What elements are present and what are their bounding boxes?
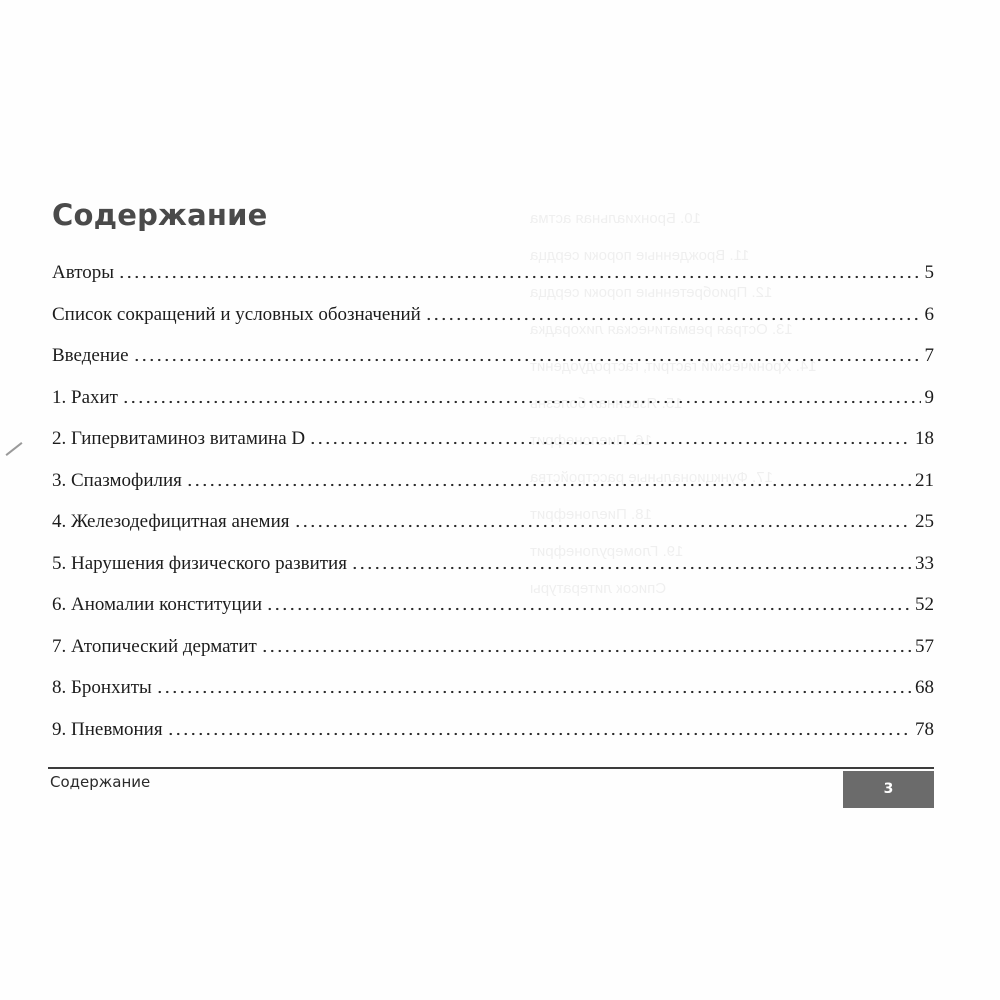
toc-dot-leader	[266, 604, 911, 615]
toc-entry-label: Введение	[52, 345, 129, 366]
toc-entry-label: 7. Атопический дерматит	[52, 635, 257, 657]
toc-dot-leader	[309, 438, 911, 449]
toc-entry-label: Авторы	[52, 262, 115, 283]
toc-entry-page: 9	[924, 386, 934, 408]
toc-entry-page: 7	[924, 345, 934, 366]
toc-entry-page: 25	[915, 511, 934, 532]
toc-dot-leader	[118, 272, 920, 283]
toc-entry[interactable]	[52, 667, 934, 709]
footer-divider	[48, 767, 934, 769]
toc-entry-label: 5. Нарушения физического развития	[52, 552, 347, 574]
toc-entry-page: 57	[915, 635, 934, 657]
toc-dot-leader	[186, 479, 911, 490]
toc-entry-label: Список сокращений и условных обозначений	[52, 303, 421, 325]
toc-entry[interactable]	[52, 501, 934, 543]
toc-entry-label: 9. Пневмония	[52, 718, 163, 740]
toc-dot-leader	[261, 645, 911, 656]
toc-entry[interactable]	[52, 377, 934, 419]
toc-entry[interactable]	[52, 584, 934, 626]
toc-entry-page: 5	[924, 262, 934, 283]
margin-mark	[6, 442, 23, 456]
toc-entry-page: 78	[915, 718, 934, 740]
toc-dot-leader	[351, 562, 911, 573]
toc-entry[interactable]	[52, 252, 934, 294]
toc-entry-label: 1. Рахит	[52, 386, 118, 408]
toc-entry[interactable]	[52, 335, 934, 377]
toc-dot-leader	[156, 687, 911, 698]
toc-entry-page: 21	[915, 469, 934, 491]
toc-entry-page: 52	[915, 594, 934, 615]
page-number-badge: 3	[843, 771, 934, 808]
toc-entry-page: 68	[915, 677, 934, 698]
toc-entry-label: 6. Аномалии конституции	[52, 594, 262, 615]
toc-entry-page: 18	[915, 428, 934, 449]
toc-entry[interactable]	[52, 418, 934, 460]
toc-dot-leader	[122, 396, 921, 407]
toc-dot-leader	[425, 313, 921, 324]
toc-entry-page: 33	[915, 552, 934, 574]
table-of-contents	[52, 252, 934, 750]
toc-entry-label: 8. Бронхиты	[52, 677, 152, 698]
toc-entry[interactable]	[52, 460, 934, 502]
toc-entry-label: 4. Железодефицитная анемия	[52, 511, 290, 532]
toc-entry[interactable]	[52, 294, 934, 336]
toc-dot-leader	[167, 728, 911, 739]
toc-entry[interactable]	[52, 709, 934, 751]
toc-dot-leader	[294, 521, 912, 532]
page-title: Содержание	[52, 198, 268, 232]
toc-entry[interactable]	[52, 626, 934, 668]
toc-dot-leader	[133, 355, 921, 366]
footer-section-label: Содержание	[50, 773, 151, 791]
toc-entry-label: 2. Гипервитаминоз витамина D	[52, 428, 306, 449]
toc-entry-label: 3. Спазмофилия	[52, 469, 182, 491]
toc-entry[interactable]	[52, 543, 934, 585]
bleed-through-text: 10. Бронхиальная астма 11. Врожденные пороки сердца 12. Приобретенные пороки сердца 13. Острая ревматическая лихорадка 14. Хронический гастрит, гастродуоденит 17. Функциональные расстройства 18. Пиелонефрит 19. Гломерулонефрит Список литературы	[530, 210, 817, 597]
toc-entry-page: 6	[924, 303, 934, 325]
